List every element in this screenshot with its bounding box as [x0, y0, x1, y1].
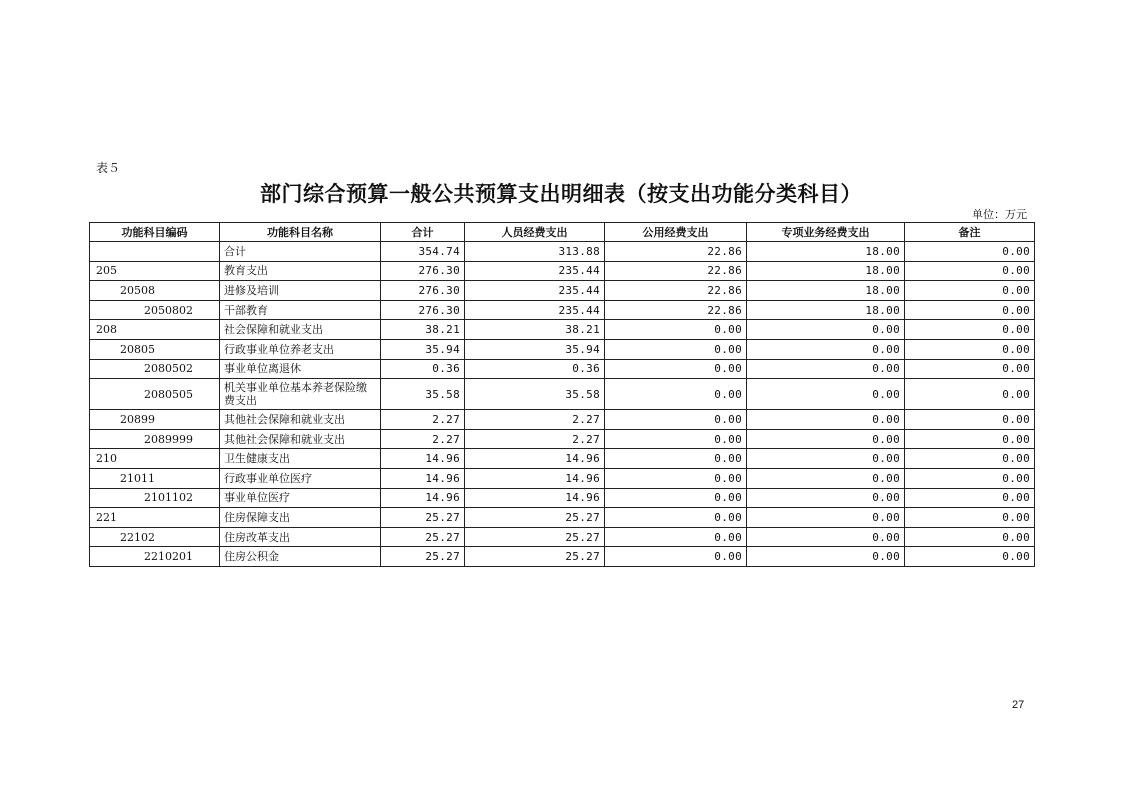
cell-public: 0.00 [605, 508, 747, 528]
cell-code [90, 242, 220, 262]
cell-note: 0.00 [905, 468, 1035, 488]
unit-label: 单位：万元 [972, 208, 1027, 221]
table-row [90, 339, 1035, 359]
cell-note: 0.00 [905, 449, 1035, 469]
cell-special: 0.00 [747, 359, 905, 379]
table-row [90, 320, 1035, 340]
cell-note: 0.00 [905, 508, 1035, 528]
cell-name: 进修及培训 [220, 281, 381, 301]
cell-public: 0.00 [605, 429, 747, 449]
cell-name: 教育支出 [220, 261, 381, 281]
cell-personnel: 14.96 [465, 488, 605, 508]
cell-personnel: 235.44 [465, 261, 605, 281]
header-name: 功能科目名称 [220, 223, 381, 242]
cell-name: 住房保障支出 [220, 508, 381, 528]
cell-personnel: 25.27 [465, 547, 605, 567]
cell-special: 0.00 [747, 488, 905, 508]
cell-code: 2050802 [90, 300, 220, 320]
cell-special: 18.00 [747, 242, 905, 262]
cell-personnel: 25.27 [465, 527, 605, 547]
cell-code: 2080505 [90, 379, 220, 410]
cell-note: 0.00 [905, 339, 1035, 359]
cell-name: 其他社会保障和就业支出 [220, 429, 381, 449]
cell-personnel: 2.27 [465, 429, 605, 449]
cell-total: 25.27 [381, 508, 465, 528]
cell-personnel: 235.44 [465, 300, 605, 320]
header-public: 公用经费支出 [605, 223, 747, 242]
table-row [90, 468, 1035, 488]
cell-public: 0.00 [605, 488, 747, 508]
cell-special: 0.00 [747, 508, 905, 528]
table-row [90, 281, 1035, 301]
cell-name: 其他社会保障和就业支出 [220, 410, 381, 430]
cell-code: 21011 [90, 468, 220, 488]
cell-special: 18.00 [747, 261, 905, 281]
cell-special: 18.00 [747, 281, 905, 301]
cell-name: 事业单位医疗 [220, 488, 381, 508]
table-row [90, 488, 1035, 508]
table-row [90, 429, 1035, 449]
cell-public: 0.00 [605, 527, 747, 547]
cell-note: 0.00 [905, 527, 1035, 547]
cell-total: 0.36 [381, 359, 465, 379]
cell-total: 25.27 [381, 527, 465, 547]
cell-total: 35.94 [381, 339, 465, 359]
cell-personnel: 14.96 [465, 468, 605, 488]
cell-public: 22.86 [605, 261, 747, 281]
cell-name: 社会保障和就业支出 [220, 320, 381, 340]
cell-special: 18.00 [747, 300, 905, 320]
cell-code: 20899 [90, 410, 220, 430]
cell-public: 0.00 [605, 449, 747, 469]
table-row [90, 527, 1035, 547]
cell-note: 0.00 [905, 261, 1035, 281]
cell-code: 2101102 [90, 488, 220, 508]
cell-name: 干部教育 [220, 300, 381, 320]
cell-personnel: 0.36 [465, 359, 605, 379]
cell-note: 0.00 [905, 547, 1035, 567]
cell-special: 0.00 [747, 320, 905, 340]
cell-name: 机关事业单位基本养老保险缴费支出 [220, 379, 381, 410]
cell-name: 事业单位离退休 [220, 359, 381, 379]
cell-personnel: 313.88 [465, 242, 605, 262]
cell-total: 35.58 [381, 379, 465, 410]
cell-note: 0.00 [905, 300, 1035, 320]
table-body [90, 242, 1035, 567]
table-row [90, 300, 1035, 320]
cell-total: 2.27 [381, 410, 465, 430]
cell-total: 14.96 [381, 468, 465, 488]
cell-personnel: 14.96 [465, 449, 605, 469]
cell-name: 行政事业单位养老支出 [220, 339, 381, 359]
cell-name: 卫生健康支出 [220, 449, 381, 469]
table-row [90, 242, 1035, 262]
cell-personnel: 35.58 [465, 379, 605, 410]
budget-table [89, 222, 1035, 567]
cell-note: 0.00 [905, 281, 1035, 301]
cell-note: 0.00 [905, 488, 1035, 508]
cell-code: 221 [90, 508, 220, 528]
cell-special: 0.00 [747, 429, 905, 449]
cell-total: 38.21 [381, 320, 465, 340]
cell-personnel: 25.27 [465, 508, 605, 528]
cell-total: 276.30 [381, 261, 465, 281]
cell-total: 14.96 [381, 488, 465, 508]
cell-code: 210 [90, 449, 220, 469]
cell-public: 0.00 [605, 359, 747, 379]
cell-special: 0.00 [747, 379, 905, 410]
header-personnel: 人员经费支出 [465, 223, 605, 242]
cell-personnel: 2.27 [465, 410, 605, 430]
cell-special: 0.00 [747, 410, 905, 430]
header-special: 专项业务经费支出 [747, 223, 905, 242]
table-row [90, 379, 1035, 410]
cell-name: 住房公积金 [220, 547, 381, 567]
table-row [90, 508, 1035, 528]
cell-total: 14.96 [381, 449, 465, 469]
table-row [90, 359, 1035, 379]
table-label: 表５ [96, 161, 121, 175]
cell-total: 2.27 [381, 429, 465, 449]
cell-note: 0.00 [905, 379, 1035, 410]
cell-public: 0.00 [605, 468, 747, 488]
header-total: 合计 [381, 223, 465, 242]
cell-total: 25.27 [381, 547, 465, 567]
cell-code: 22102 [90, 527, 220, 547]
cell-note: 0.00 [905, 320, 1035, 340]
cell-special: 0.00 [747, 339, 905, 359]
table-row [90, 410, 1035, 430]
cell-special: 0.00 [747, 547, 905, 567]
cell-public: 0.00 [605, 410, 747, 430]
cell-total: 354.74 [381, 242, 465, 262]
cell-name: 行政事业单位医疗 [220, 468, 381, 488]
cell-code: 2210201 [90, 547, 220, 567]
cell-special: 0.00 [747, 527, 905, 547]
table-row [90, 449, 1035, 469]
cell-personnel: 38.21 [465, 320, 605, 340]
cell-total: 276.30 [381, 281, 465, 301]
cell-note: 0.00 [905, 429, 1035, 449]
page-number: 27 [1012, 699, 1025, 711]
cell-note: 0.00 [905, 242, 1035, 262]
cell-public: 0.00 [605, 320, 747, 340]
table-row [90, 547, 1035, 567]
cell-special: 0.00 [747, 449, 905, 469]
cell-code: 2080502 [90, 359, 220, 379]
cell-code: 2089999 [90, 429, 220, 449]
table-header-row [90, 223, 1035, 242]
cell-public: 0.00 [605, 339, 747, 359]
cell-name: 住房改革支出 [220, 527, 381, 547]
cell-special: 0.00 [747, 468, 905, 488]
cell-code: 205 [90, 261, 220, 281]
cell-public: 22.86 [605, 242, 747, 262]
page-title: 部门综合预算一般公共预算支出明细表（按支出功能分类科目） [260, 182, 862, 206]
cell-public: 0.00 [605, 547, 747, 567]
table-row [90, 261, 1035, 281]
cell-note: 0.00 [905, 359, 1035, 379]
cell-name: 合计 [220, 242, 381, 262]
cell-note: 0.00 [905, 410, 1035, 430]
cell-public: 22.86 [605, 281, 747, 301]
cell-public: 22.86 [605, 300, 747, 320]
cell-code: 208 [90, 320, 220, 340]
cell-personnel: 35.94 [465, 339, 605, 359]
cell-public: 0.00 [605, 379, 747, 410]
cell-personnel: 235.44 [465, 281, 605, 301]
cell-code: 20508 [90, 281, 220, 301]
header-code: 功能科目编码 [90, 223, 220, 242]
header-note: 备注 [905, 223, 1035, 242]
cell-total: 276.30 [381, 300, 465, 320]
cell-code: 20805 [90, 339, 220, 359]
